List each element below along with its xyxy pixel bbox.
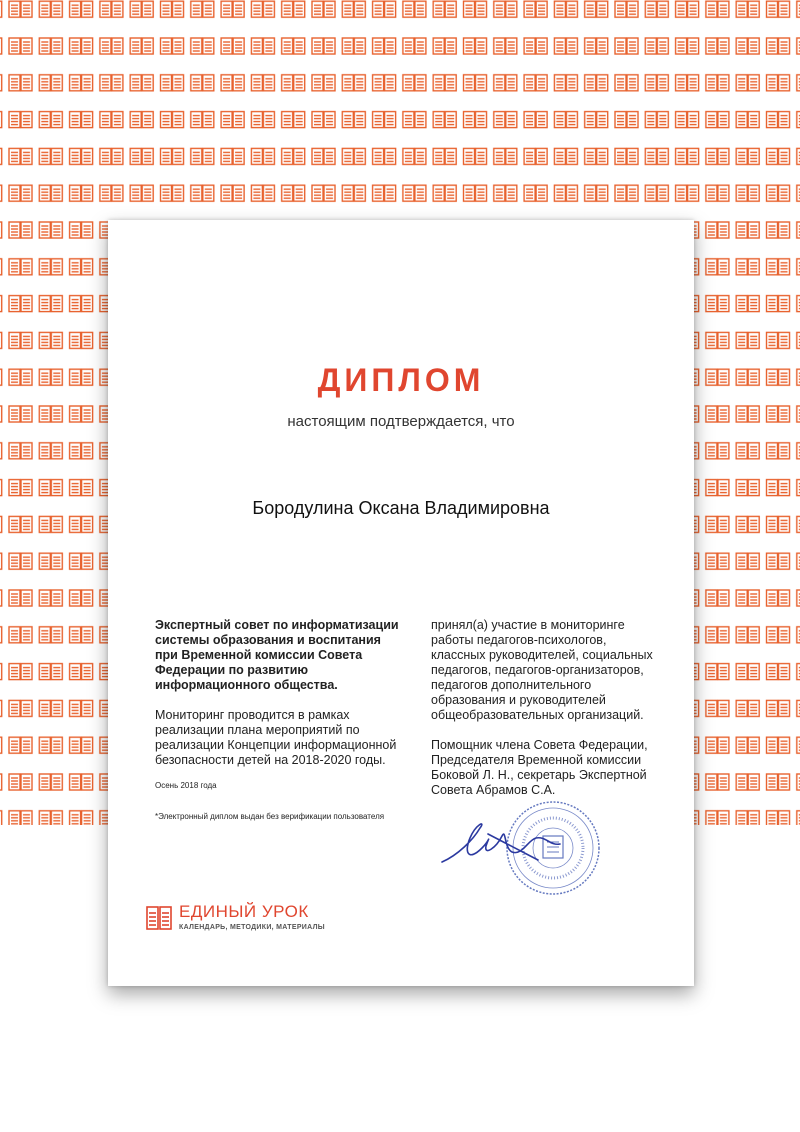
season-text: Осень 2018 года <box>155 781 217 790</box>
left-column <box>155 618 405 822</box>
signature-icon <box>442 824 560 862</box>
verification-note: *Электронный диплом выдан без верификации пользователя <box>155 812 385 821</box>
book-logo-icon <box>145 904 173 932</box>
diploma-sheet <box>108 220 694 986</box>
logo-name: ЕДИНЫЙ УРОК <box>179 902 309 921</box>
logo-tagline: КАЛЕНДАРЬ, МЕТОДИКИ, МАТЕРИАЛЫ <box>179 924 325 931</box>
signer-text: Помощник члена Совета Федерации, Председателя Временной комиссии Боковой Л. Н., секретарь Экспертной Совета Абрамов С.А. <box>431 738 648 797</box>
diploma-subtitle: настоящим подтверждается, что <box>287 413 515 430</box>
participation-text: принял(а) участие в мониторинге работы педагогов-психологов, классных руководителей, социальных педагогов, педагогов-организаторов, педагогов дополнительного образования и руководителей общеобразовательных организаций. <box>431 618 653 722</box>
stamp-seal-icon <box>507 802 599 894</box>
monitoring-text: Мониторинг проводится в рамках реализации плана мероприятий по реализации Концепции информационной безопасности детей на 2018-2020 годы. <box>155 708 397 767</box>
recipient-name: Бородулина Оксана Владимировна <box>252 498 550 518</box>
diploma-title: ДИПЛОМ <box>317 362 485 398</box>
edinyi-urok-logo <box>145 902 405 942</box>
right-column <box>431 618 661 798</box>
council-text: Экспертный совет по информатизации системы образования и воспитания при Временной комиссии Совета Федерации по развитию информационного общества. <box>155 618 399 692</box>
signature-and-seal <box>428 800 608 900</box>
